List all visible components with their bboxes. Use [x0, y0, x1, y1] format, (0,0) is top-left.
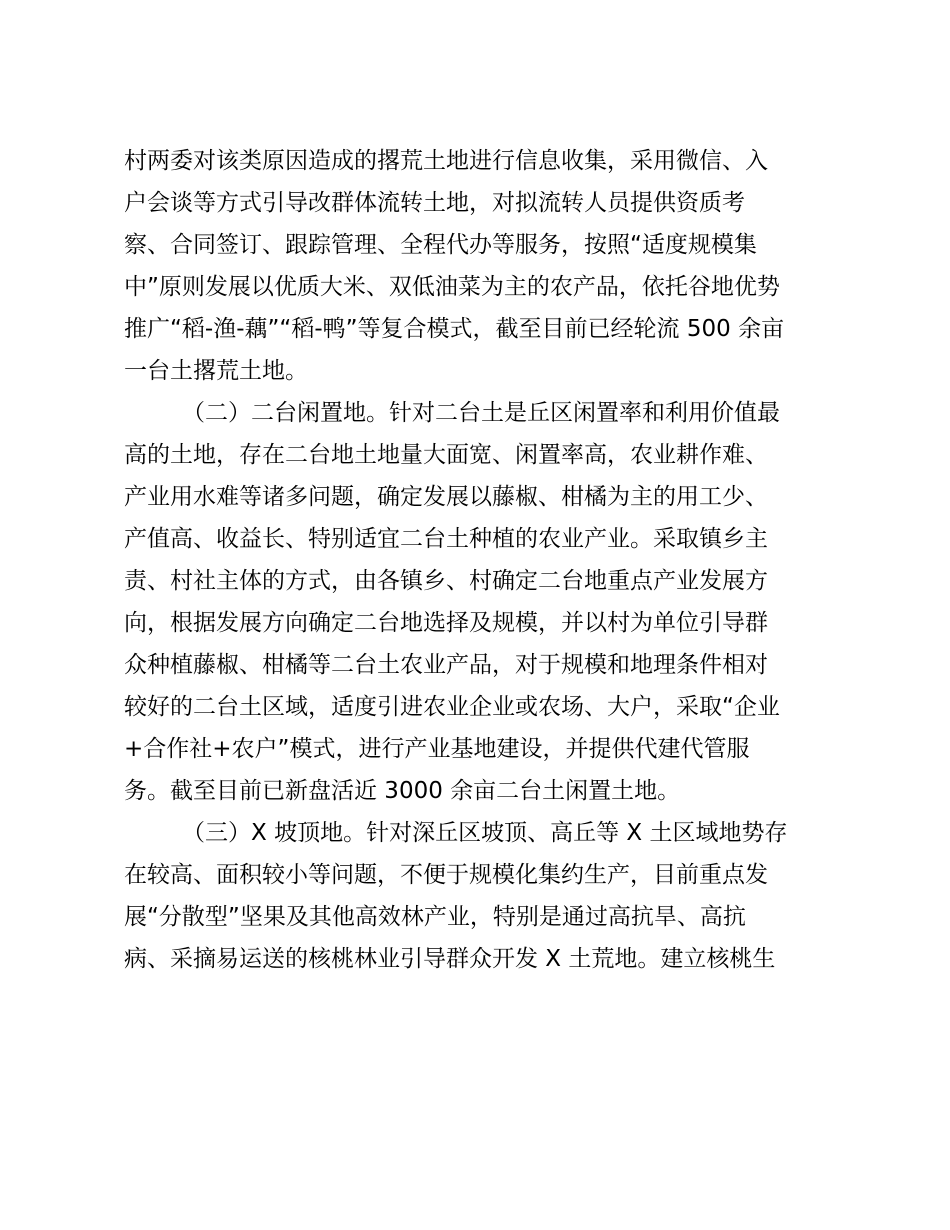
text-line: +合作社+农户”模式，进行产业基地建设，并提供代建代管服 [124, 736, 750, 762]
text-line: 察、合同签订、跟踪管理、全程代办等服务，按照“适度规模集 [124, 232, 757, 258]
text-line: 村两委对该类原因造成的撂荒土地进行信息收集，采用微信、入 [124, 148, 768, 174]
text-line: 较好的二台土区域，适度引进农业企业或农场、大户，采取“企业 [124, 694, 780, 720]
text-line: 病、采摘易运送的核桃林业引导群众开发 X 土荒地。建立核桃生 [124, 946, 776, 972]
section-heading-line: （二）二台闲置地。针对二台土是丘区闲置率和利用价值最 [182, 400, 780, 426]
body-text [124, 140, 844, 980]
text-line: 责、村社主体的方式，由各镇乡、村确定二台地重点产业发展方 [124, 568, 768, 594]
text-line: 推广“稻-渔-藕”“稻-鸭”等复合模式，截至目前已经轮流 500 余亩 [124, 316, 785, 342]
text-line: 户会谈等方式引导改群体流转土地，对拟流转人员提供资质考 [124, 190, 745, 216]
section-heading-line: （三）X 坡顶地。针对深丘区坡顶、高丘等 X 土区域地势存 [182, 820, 788, 846]
text-line: 向，根据发展方向确定二台地选择及规模，并以村为单位引导群 [124, 610, 768, 636]
text-line: 一台土撂荒土地。 [124, 358, 308, 384]
text-line: 中”原则发展以优质大米、双低油菜为主的农产品，依托谷地优势 [124, 274, 780, 300]
text-line: 在较高、面积较小等问题，不便于规模化集约生产，目前重点发 [124, 862, 768, 888]
text-line: 产值高、收益长、特别适宜二台土种植的农业产业。采取镇乡主 [124, 526, 768, 552]
text-line: 展“分散型”坚果及其他高效林产业，特别是通过高抗旱、高抗 [124, 904, 746, 930]
text-line: 高的土地，存在二台地土地量大面宽、闲置率高，农业耕作难、 [124, 442, 768, 468]
text-line: 务。截至目前已新盘活近 3000 余亩二台土闲置土地。 [124, 778, 681, 804]
text-line: 产业用水难等诸多问题，确定发展以藤椒、柑橘为主的用工少、 [124, 484, 768, 510]
text-line: 众种植藤椒、柑橘等二台土农业产品，对于规模和地理条件相对 [124, 652, 768, 678]
